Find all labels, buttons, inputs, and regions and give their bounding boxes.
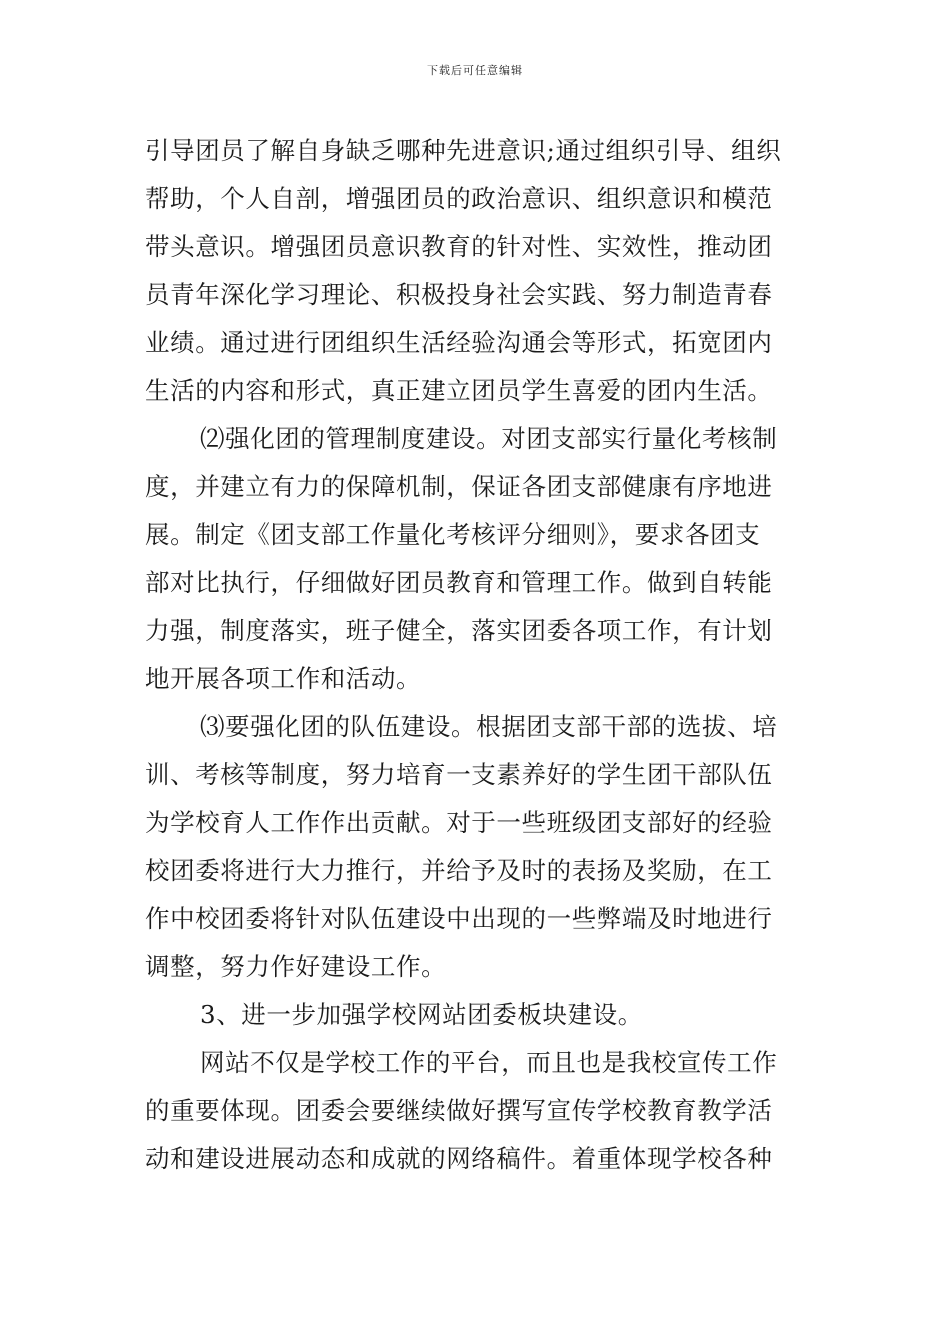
text-line: 训、考核等制度，努力培育一支素养好的学生团干部队伍 — [145, 760, 773, 789]
page-header: 下载后可任意编辑 — [427, 64, 523, 77]
text-line: 带头意识。增强团员意识教育的针对性、实效性，推动团 — [145, 232, 773, 261]
text-line: 度，并建立有力的保障机制，保证各团支部健康有序地进 — [145, 472, 773, 501]
text-line: 调整，努力作好建设工作。 — [145, 952, 447, 981]
text-line: ⑶要强化团的队伍建设。根据团支部干部的选拔、培 — [200, 712, 778, 741]
text-line: 帮助，个人自剖，增强团员的政治意识、组织意识和模范 — [145, 184, 773, 213]
text-line: 作中校团委将针对队伍建设中出现的一些弊端及时地进行 — [145, 904, 773, 933]
paragraph-1 — [145, 127, 815, 415]
text-line: 部对比执行，仔细做好团员教育和管理工作。做到自转能 — [145, 568, 773, 597]
text-line: 为学校育人工作作出贡献。对于一些班级团支部好的经验 — [145, 808, 773, 837]
text-line: ⑵强化团的管理制度建设。对团支部实行量化考核制 — [200, 424, 778, 453]
text-line: 生活的内容和形式，真正建立团员学生喜爱的团内生活。 — [145, 376, 773, 405]
paragraph-2 — [145, 415, 815, 703]
text-line: 业绩。通过进行团组织生活经验沟通会等形式，拓宽团内 — [145, 328, 773, 357]
text-line: 动和建设进展动态和成就的网络稿件。着重体现学校各种 — [145, 1144, 773, 1173]
text-line: 员青年深化学习理论、积极投身社会实践、努力制造青春 — [145, 280, 773, 309]
paragraph-5 — [145, 1039, 815, 1183]
document-body — [145, 127, 815, 1183]
text-line: 引导团员了解自身缺乏哪种先进意识;通过组织引导、组织 — [145, 136, 782, 165]
text-line: 网站不仅是学校工作的平台，而且也是我校宣传工作 — [200, 1048, 778, 1077]
text-line: 地开展各项工作和活动。 — [145, 664, 422, 693]
text-line: 的重要体现。团委会要继续做好撰写宣传学校教育教学活 — [145, 1096, 773, 1125]
text-line: 校团委将进行大力推行，并给予及时的表扬及奖励，在工 — [145, 856, 773, 885]
section-heading: 3、进一步加强学校网站团委板块建设。 — [200, 1000, 643, 1029]
paragraph-4 — [145, 991, 815, 1039]
text-line: 力强，制度落实，班子健全，落实团委各项工作，有计划 — [145, 616, 773, 645]
text-line: 展。制定《团支部工作量化考核评分细则》，要求各团支 — [145, 520, 761, 549]
paragraph-3 — [145, 703, 815, 991]
